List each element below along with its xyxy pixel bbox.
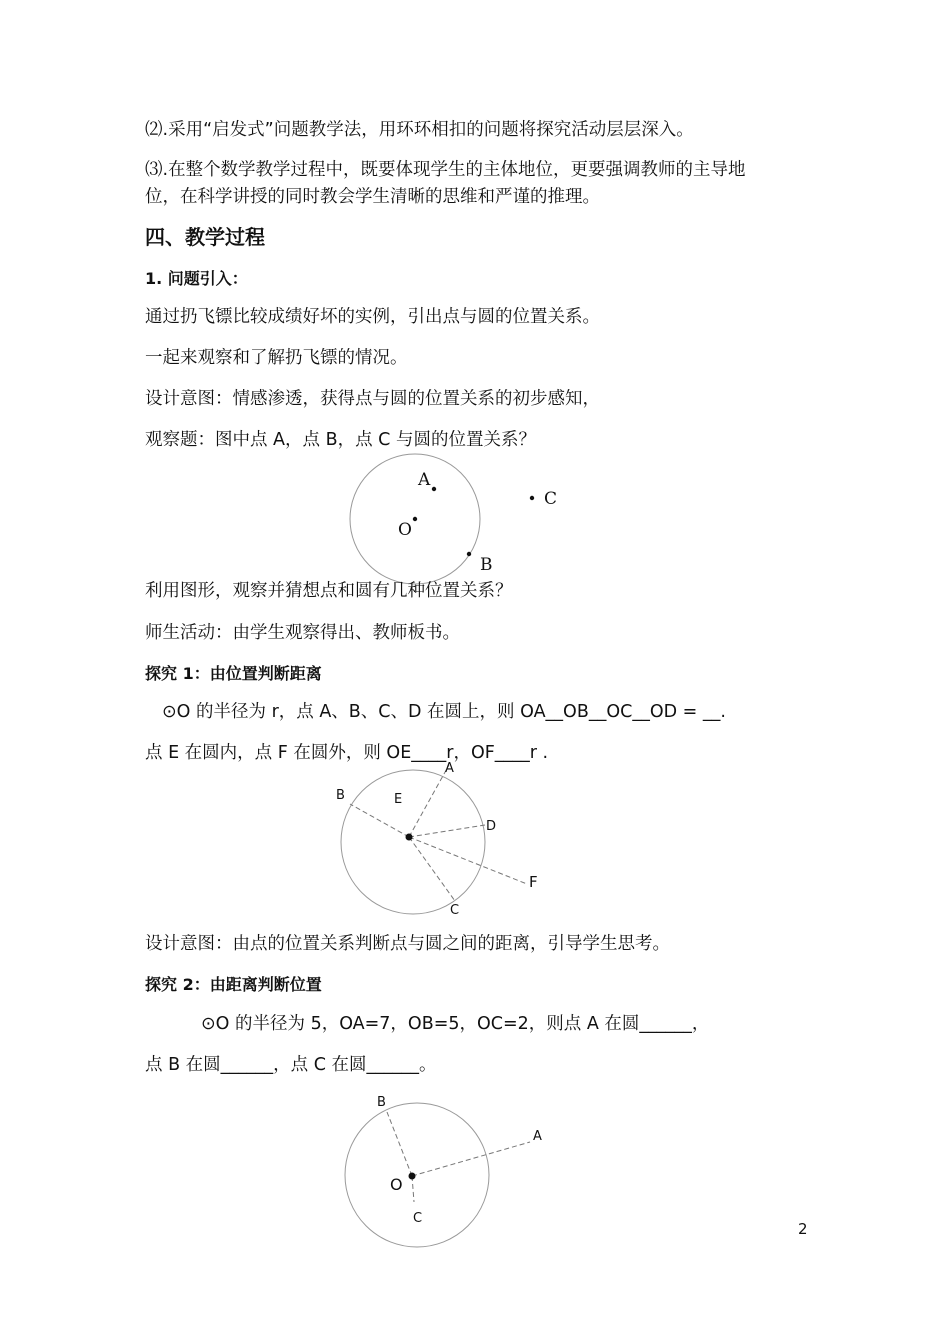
point-c bbox=[530, 496, 534, 500]
segment-ob bbox=[387, 1112, 412, 1176]
paragraph-explore-2b: 点 B 在圆______，点 C 在圆______。 bbox=[145, 1055, 437, 1075]
paragraph-design-intent-1: 设计意图：情感渗透，获得点与圆的位置关系的初步感知， bbox=[145, 389, 600, 409]
paragraph-design-intent-2: 设计意图：由点的位置关系判断点与圆之间的距离，引导学生思考。 bbox=[145, 934, 670, 954]
paragraph-question: 观察题：图中点 A，点 B，点 C 与圆的位置关系？ bbox=[145, 430, 536, 450]
paragraph-explore-1a: ⊙O 的半径为 r，点 A、B、C、D 在圆上，则 OA__OB__OC__OD = __. bbox=[162, 702, 726, 722]
label-c: C bbox=[413, 1211, 423, 1226]
paragraph-explore-1b: 点 E 在圆内，点 F 在圆外，则 OE____r，OF____r . bbox=[145, 743, 549, 763]
point-o bbox=[413, 517, 417, 521]
radius-oa bbox=[409, 765, 449, 837]
label-o: O bbox=[398, 520, 412, 540]
explore-2-heading: 探究 2：由距离判断位置 bbox=[145, 975, 322, 994]
circle-outline bbox=[341, 770, 485, 914]
paragraph-intro: 通过扔飞镖比较成绩好坏的实例，引出点与圆的位置关系。 bbox=[145, 307, 600, 327]
paragraph-observe: 一起来观察和了解扔飞镖的情况。 bbox=[145, 348, 408, 368]
paragraph-method-3b: 位，在科学讲授的同时教会学生清晰的思维和严谨的推理。 bbox=[145, 187, 600, 207]
explore-1-heading: 探究 1：由位置判断距离 bbox=[145, 664, 322, 683]
point-a bbox=[432, 487, 436, 491]
radius-od bbox=[409, 825, 485, 837]
label-d: D bbox=[486, 819, 497, 834]
figure-2-circle-radii bbox=[330, 758, 550, 918]
label-f: F bbox=[529, 873, 538, 891]
point-b bbox=[467, 552, 471, 556]
subsection-heading: 1. 问题引入： bbox=[145, 269, 248, 288]
label-b: B bbox=[480, 555, 493, 575]
label-o: O bbox=[390, 1175, 403, 1194]
paragraph-method-3a: ⑶.在整个数学教学过程中，既要体现学生的主体地位，更要强调教师的主导地 bbox=[145, 160, 746, 180]
figure-3-circle-distances bbox=[340, 1090, 560, 1250]
label-a: A bbox=[445, 761, 454, 776]
segment-oc bbox=[412, 1176, 414, 1202]
radius-ob bbox=[350, 804, 409, 837]
label-a: A bbox=[533, 1129, 542, 1144]
section-heading: 四、教学过程 bbox=[145, 225, 265, 249]
page-number: 2 bbox=[798, 1220, 808, 1238]
label-e: E bbox=[394, 792, 403, 807]
center-o bbox=[409, 1173, 416, 1180]
paragraph-guess: 利用图形，观察并猜想点和圆有几种位置关系？ bbox=[145, 581, 513, 601]
paragraph-activity: 师生活动：由学生观察得出、教师板书。 bbox=[145, 623, 460, 643]
paragraph-explore-2a: ⊙O 的半径为 5，OA=7，OB=5，OC=2，则点 A 在圆______， bbox=[201, 1014, 710, 1034]
label-c: C bbox=[544, 489, 558, 509]
label-c: C bbox=[450, 903, 460, 918]
label-a: A bbox=[418, 470, 431, 490]
paragraph-method-2: ⑵.采用“启发式”问题教学法，用环环相扣的问题将探究活动层层深入。 bbox=[145, 120, 694, 140]
figure-1-circle-points bbox=[340, 455, 580, 580]
center-o bbox=[406, 834, 413, 841]
segment-oa bbox=[412, 1142, 530, 1176]
label-b: B bbox=[336, 788, 345, 803]
label-b: B bbox=[377, 1095, 386, 1110]
segment-of bbox=[409, 837, 527, 884]
